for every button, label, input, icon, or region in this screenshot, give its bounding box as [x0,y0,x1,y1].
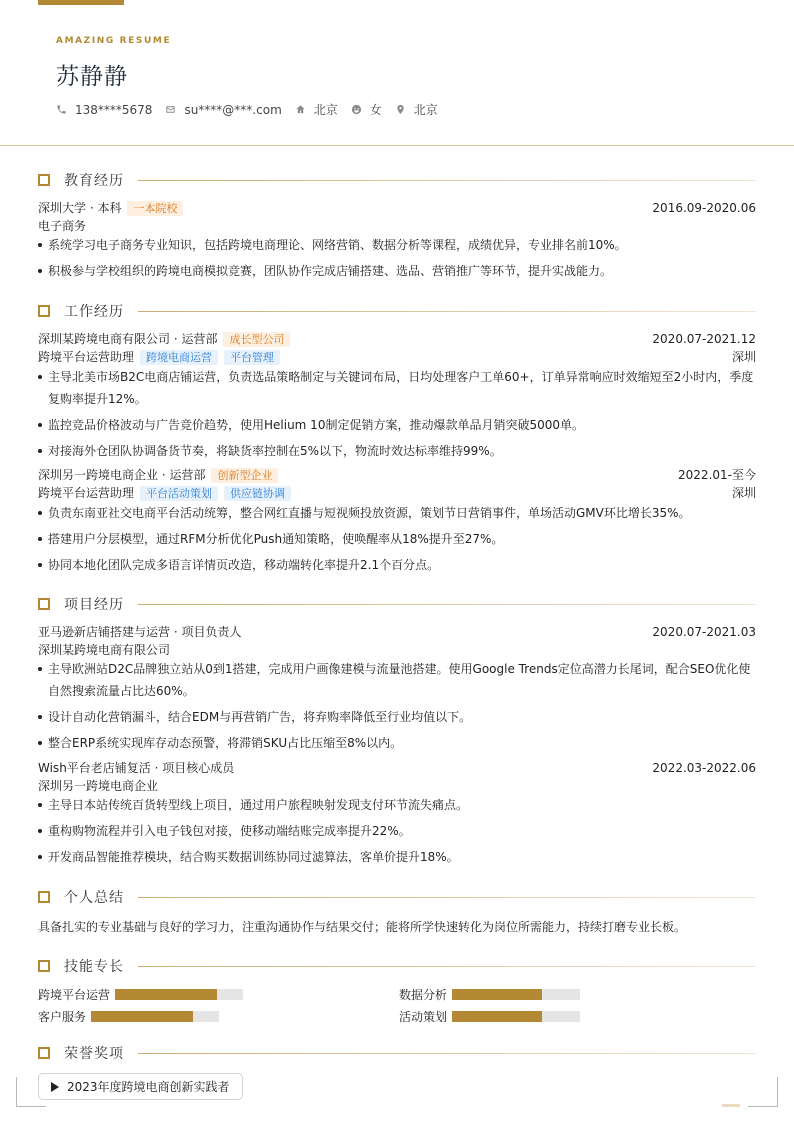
skill-item [38,1008,219,1025]
project-title: Wish平台老店铺复活 · 项目核心成员 [38,761,235,775]
section-title: 项目经历 [64,597,124,613]
section-square-icon [38,891,50,903]
education-bullets [38,234,756,286]
role-tag: 供应链协调 [224,486,291,501]
contact-email-text: su****@***.com [184,102,282,117]
skill-bar-fill [91,1011,193,1022]
contact-home [295,101,338,118]
section-square-icon [38,960,50,972]
section-rule [138,1053,756,1054]
skill-bar [115,989,243,1000]
corner-mark-bottom-left [16,1077,46,1107]
skill-item [399,986,580,1003]
contact-location [395,101,438,118]
page-indicator [722,1104,740,1107]
project-2-bullets [38,794,756,872]
list-item: 搭建用户分层模型，通过RFM分析优化Push通知策略，使唤醒率从18%提升至27%。 [38,528,756,550]
contact-home-text: 北京 [313,103,338,117]
work-city: 深圳 [731,350,756,364]
skill-item [38,986,243,1003]
section-rule [138,180,756,181]
school-name: 深圳大学 · 本科 [38,201,122,215]
candidate-name: 苏静静 [56,64,128,90]
list-item: 整合ERP系统实现库存动态预警，将滞销SKU占比压缩至8%以内。 [38,732,756,754]
list-item: 主导日本站传统百货转型线上项目，通过用户旅程映射发现支付环节流失痛点。 [38,794,756,816]
role-tag: 跨境电商运营 [140,350,218,365]
major: 电子商务 [38,219,87,233]
education-date: 2016.09-2020.06 [652,201,756,215]
phone-icon [56,104,67,115]
skill-bar [452,1011,580,1022]
section-rule [138,311,756,312]
work-date: 2020.07-2021.12 [652,332,756,346]
skill-name: 数据分析 [399,988,448,1002]
list-item: 监控竞品价格波动与广告竞价趋势，使用Helium 10制定促销方案，推动爆款单品月销突破5000单。 [38,414,756,436]
contact-list [56,101,451,118]
contact-gender [351,101,382,118]
contact-location-text: 北京 [413,103,438,117]
header-divider [0,145,794,146]
contact-phone [56,103,152,117]
section-title: 荣誉奖项 [64,1046,124,1062]
section-rule [138,966,756,967]
brand-label: AMAZING RESUME [56,36,172,46]
section-rule [138,604,756,605]
skill-name: 活动策划 [399,1010,448,1024]
company-tag: 创新型企业 [211,468,278,483]
corner-mark-bottom-right [748,1077,778,1107]
section-title: 工作经历 [64,304,124,320]
section-square-icon [38,174,50,186]
section-skills [38,956,756,976]
role: 跨境平台运营助理 [38,486,135,500]
section-rule [138,897,756,898]
work-city: 深圳 [731,486,756,500]
project-date: 2022.03-2022.06 [652,761,756,775]
mail-icon [165,104,176,115]
skill-item [399,1008,580,1025]
list-item: 对接海外仓团队协调备货节奏，将缺货率控制在5%以下，物流时效达标率维持99%。 [38,440,756,462]
section-education [38,170,756,190]
section-summary [38,887,756,907]
skill-name: 跨境平台运营 [38,988,111,1002]
list-item: 负责东南亚社交电商平台活动统筹，整合网红直播与短视频投放资源，策划节日营销事件，单场活动GMV环比增长35%。 [38,502,756,524]
section-title: 教育经历 [64,173,124,189]
project-2-org-row [38,777,756,795]
company-name: 深圳另一跨境电商企业 · 运营部 [38,468,206,482]
section-awards [38,1043,756,1063]
education-header-row [38,199,756,217]
contact-gender-text: 女 [369,103,382,117]
section-title: 个人总结 [64,890,124,906]
top-accent-bar [38,0,124,5]
list-item: 积极参与学校组织的跨境电商模拟竞赛，团队协作完成店铺搭建、选品、营销推广等环节，提升实战能力。 [38,260,756,282]
skill-bar [452,989,580,1000]
project-org: 深圳另一跨境电商企业 [38,779,159,793]
skill-name: 客户服务 [38,1010,87,1024]
education-major-row [38,217,756,235]
company-name: 深圳某跨境电商有限公司 · 运营部 [38,332,218,346]
award-title: 2023年度跨境电商创新实践者 [67,1080,230,1094]
section-square-icon [38,1047,50,1059]
list-item: 重构购物流程并引入电子钱包对接，使移动端结账完成率提升22%。 [38,820,756,842]
list-item: 系统学习电子商务专业知识，包括跨境电商理论、网络营销、数据分析等课程，成绩优异，专业排名前10%。 [38,234,756,256]
list-item: 开发商品智能推荐模块，结合购买数据训练协同过滤算法，客单价提升18%。 [38,846,756,868]
work-2-header-row [38,466,756,484]
play-triangle-icon [51,1082,59,1092]
project-title: 亚马逊新店铺搭建与运营 · 项目负责人 [38,625,242,639]
project-1-header-row [38,623,756,641]
project-1-bullets [38,658,756,758]
contact-phone-text: 138****5678 [75,102,153,117]
work-1-bullets [38,366,756,466]
project-date: 2020.07-2021.03 [652,625,756,639]
role-tag: 平台管理 [224,350,280,365]
project-2-header-row [38,759,756,777]
list-item: 主导欧洲站D2C品牌独立站从0到1搭建，完成用户画像建模与流量池搭建。使用Google Trends定位高潜力长尾词，配合SEO优化使自然搜索流量占比达60%。 [38,658,756,702]
section-square-icon [38,305,50,317]
school-tag: 一本院校 [127,201,183,216]
skill-bar-fill [452,989,542,1000]
award-item[interactable] [38,1073,243,1100]
role: 跨境平台运营助理 [38,350,135,364]
work-2-role-row [38,484,756,502]
skill-bar [91,1011,219,1022]
section-work [38,301,756,321]
list-item: 协同本地化团队完成多语言详情页改造，移动端转化率提升2.1个百分点。 [38,554,756,576]
list-item: 设计自动化营销漏斗，结合EDM与再营销广告，将弃购率降低至行业均值以下。 [38,706,756,728]
section-projects [38,594,756,614]
summary-text: 具备扎实的专业基础与良好的学习力，注重沟通协作与结果交付；能将所学快速转化为岗位所需能力，持续打磨专业长板。 [38,920,687,934]
work-1-role-row [38,348,756,366]
location-pin-icon [395,104,406,115]
section-square-icon [38,598,50,610]
contact-email [165,103,281,117]
skill-bar-fill [115,989,217,1000]
project-1-org-row [38,641,756,659]
work-1-header-row [38,330,756,348]
company-tag: 成长型公司 [223,332,290,347]
home-icon [295,104,306,115]
skill-bar-fill [452,1011,542,1022]
role-tag: 平台活动策划 [140,486,218,501]
project-org: 深圳某跨境电商有限公司 [38,643,171,657]
section-title: 技能专长 [64,959,124,975]
work-date: 2022.01-至今 [678,468,756,482]
gender-icon [351,104,362,115]
work-2-bullets [38,502,756,580]
list-item: 主导北美市场B2C电商店铺运营，负责选品策略制定与关键词布局，日均处理客户工单60+，订单异常响应时效缩短至2小时内，季度复购率提升12%。 [38,366,756,410]
